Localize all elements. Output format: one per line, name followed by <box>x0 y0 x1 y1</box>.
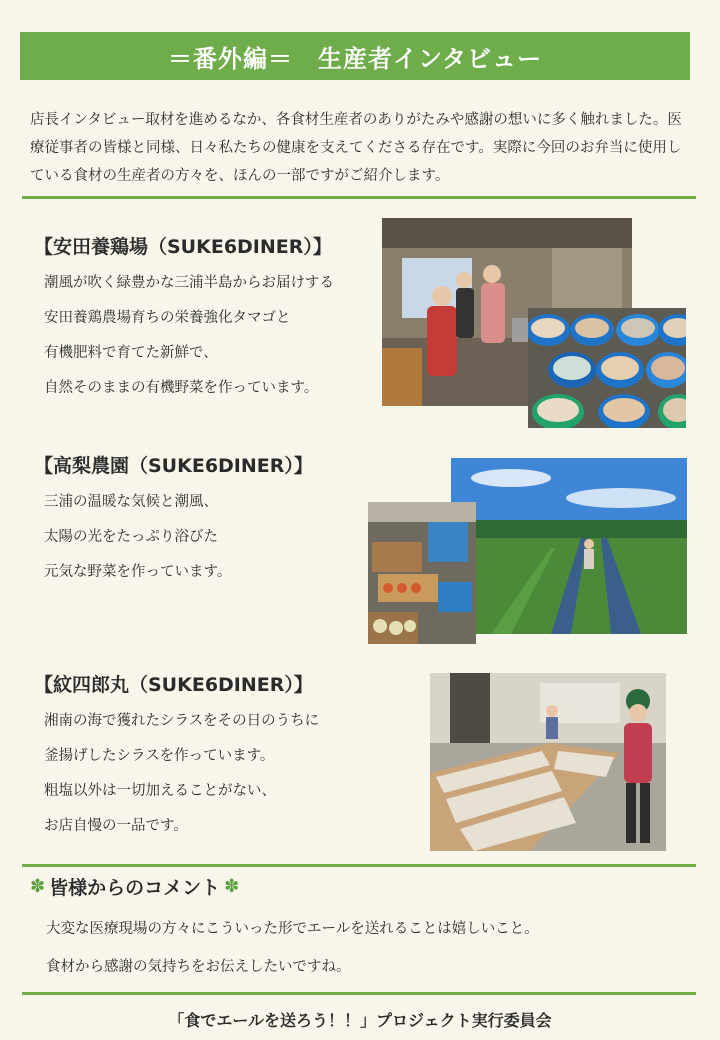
clover-icon: ✽ <box>224 876 240 897</box>
vegetable-crates-illustration <box>368 502 476 644</box>
egg-baskets-illustration <box>528 308 686 428</box>
producer-title-takanashi: 【高梨農園（SUKE6DINER）】 <box>34 455 313 477</box>
description-line: 安田養鶏農場育ちの栄養強化タマゴと <box>44 310 291 326</box>
producer-title-monshiromaru: 【紋四郎丸（SUKE6DINER）】 <box>34 674 313 696</box>
footer-committee: 「食でエールを送ろう！！」プロジェクト実行委員会 <box>168 1011 552 1030</box>
comments-heading <box>30 873 239 900</box>
clover-icon: ✽ <box>30 876 46 897</box>
description-line: 有機肥料で育てた新鮮で、 <box>44 345 218 361</box>
shirasu-drying-illustration <box>430 673 666 851</box>
divider <box>22 196 696 199</box>
egg-baskets-photo <box>528 308 686 428</box>
producer-title-yasuda: 【安田養鶏場（SUKE6DINER）】 <box>34 236 332 258</box>
vegetable-crates-photo <box>368 502 476 644</box>
description-line: 元気な野菜を作っています。 <box>44 564 232 580</box>
comments-title: 皆様からのコメント <box>49 877 221 899</box>
description-line: 湘南の海で獲れたシラスをその日のうちに <box>44 713 320 729</box>
description-line: 釜揚げしたシラスを作っています。 <box>44 748 275 764</box>
farm-field-photo <box>451 458 687 634</box>
farm-field-illustration <box>451 458 687 634</box>
description-line: お店自慢の一品です。 <box>44 818 188 834</box>
comment-line: 食材から感謝の気持ちをお伝えしたいですね。 <box>46 959 351 975</box>
producer-description-yasuda <box>44 266 334 406</box>
shirasu-drying-photo <box>430 673 666 851</box>
divider <box>22 864 696 867</box>
description-line: 潮風が吹く緑豊かな三浦半島からお届けする <box>44 275 334 291</box>
divider <box>22 992 696 995</box>
description-line: 三浦の温暖な気候と潮風、 <box>44 494 218 510</box>
producer-description-monshiromaru <box>44 704 319 844</box>
description-line: 自然そのままの有機野菜を作っています。 <box>44 380 319 396</box>
banner-title: ＝番外編＝ 生産者インタビュー <box>167 44 543 73</box>
description-line: 太陽の光をたっぷり浴びた <box>44 529 218 545</box>
comment-line: 大変な医療現場の方々にこういった形でエールを送れることは嬉しいこと。 <box>46 921 539 937</box>
comments-list <box>46 910 539 986</box>
producer-description-takanashi <box>44 485 231 590</box>
description-line: 粗塩以外は一切加えることがない、 <box>44 783 276 799</box>
page-banner <box>20 32 690 80</box>
intro-paragraph: 店長インタビュー取材を進めるなか、各食材生産者のありがたみや感謝の想いに多く触れました。医療従事者の皆様と同様、日々私たちの健康を支えてくださる存在です。実際に今回のお弁当に使用している食材の生産者の方々を、ほんの一部ですがご紹介します。 <box>30 112 682 184</box>
